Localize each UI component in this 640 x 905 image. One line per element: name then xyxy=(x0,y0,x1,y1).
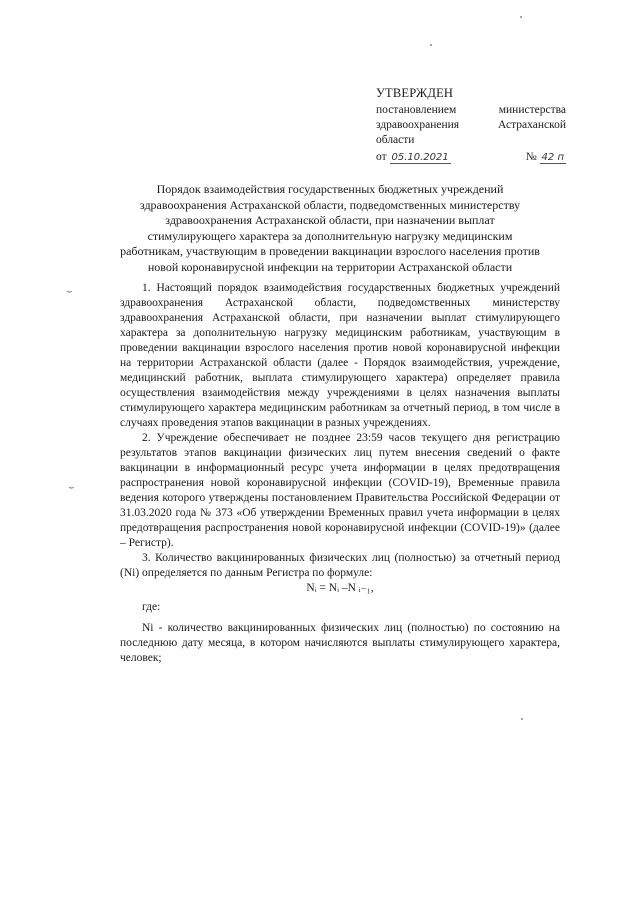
margin-mark-top: ⌣ xyxy=(66,286,73,297)
approval-line-1-left: постановлением xyxy=(376,104,457,116)
paragraph-2: 2. Учреждение обеспечивает не позднее 23:59 часов текущего дня регистрацию результатов этапов вакцинации физических лиц путем внесения сведений о факте вакцинации в информационный ресурс учета информации в целях предотвращения распространения новой коронавирусной инфекции (COVID-19), Временные правила ведения которого утверждены постановлением Правительства Российской Федерации от 31.03.2020 года № 373 «Об утверждении Временных правил учета информации в целях предотвращения распространения новой коронавирусной инфекции (COVID-19)» (далее – Регистр). xyxy=(120,432,560,549)
approval-block xyxy=(376,86,566,165)
speck-2 xyxy=(430,44,432,46)
approval-line-1 xyxy=(376,103,566,118)
paragraph-1: 1. Настоящий порядок взаимодействия государственных бюджетных учреждений здравоохранения Астраханской области, подведомственных министерству здравоохранения Астраханской области, при назначении выплат стимулирующего характера за дополнительную нагрузку медицинским работникам, участвующим в проведении вакцинации взрослого населения против новой коронавирусной инфекции на территории Астраханской области (далее - Порядок взаимодействия, учреждение, медицинский работник, выплата стимулирующего характера) определяет правила осуществления взаимодействия между учреждениями в целях назначения выплаты стимулирующего характера медицинским работникам за отчетный период, в том числе в случаях проведения этапов вакцинации в разных учреждениях. xyxy=(120,282,560,429)
approval-line-1-right: министерства xyxy=(498,104,566,116)
document-title: Порядок взаимодействия государственных бюджетных учреждений здравоохранения Астраханской области, подведомственных министерству здравоохранения Астраханской области, при назначении выплат стимулирующего характера за дополнительную нагрузку медицинским работникам, участвующим в проведении вакцинации взрослого населения против новой коронавирусной инфекции на территории Астраханской области xyxy=(120,182,540,274)
speck-1 xyxy=(520,16,522,18)
approval-line-2-right: Астраханской xyxy=(497,119,566,131)
approval-line-2 xyxy=(376,118,566,133)
date-prefix: от xyxy=(376,151,387,163)
margin-mark-middle: ⌣ xyxy=(68,482,75,493)
paragraph-4: Ni - количество вакцинированных физических лиц (полностью) по состоянию на последнюю дату месяца, в котором начисляются выплаты стимулирующего характера, человек; xyxy=(120,622,560,664)
approval-line-2-left: здравоохранения xyxy=(376,119,460,131)
approval-date-number xyxy=(376,150,566,165)
speck-3 xyxy=(521,718,523,720)
where-label: где: xyxy=(142,601,161,613)
approval-number xyxy=(526,150,566,165)
number-prefix: № xyxy=(525,151,537,163)
approval-heading: УТВЕРЖДЕН xyxy=(376,86,454,100)
paragraph-3: 3. Количество вакцинированных физических лиц (полностью) за отчетный период (Nі) определяется по данным Регистра по формуле: xyxy=(120,552,560,579)
document-body xyxy=(120,281,560,666)
approval-date xyxy=(376,150,451,165)
handwritten-date: 05.10.2021 xyxy=(391,152,449,163)
formula: Nᵢ = Nᵢ –N ᵢ₋₁, xyxy=(306,582,374,594)
handwritten-number: 42 п xyxy=(541,152,564,163)
approval-line-3: области xyxy=(376,134,415,146)
